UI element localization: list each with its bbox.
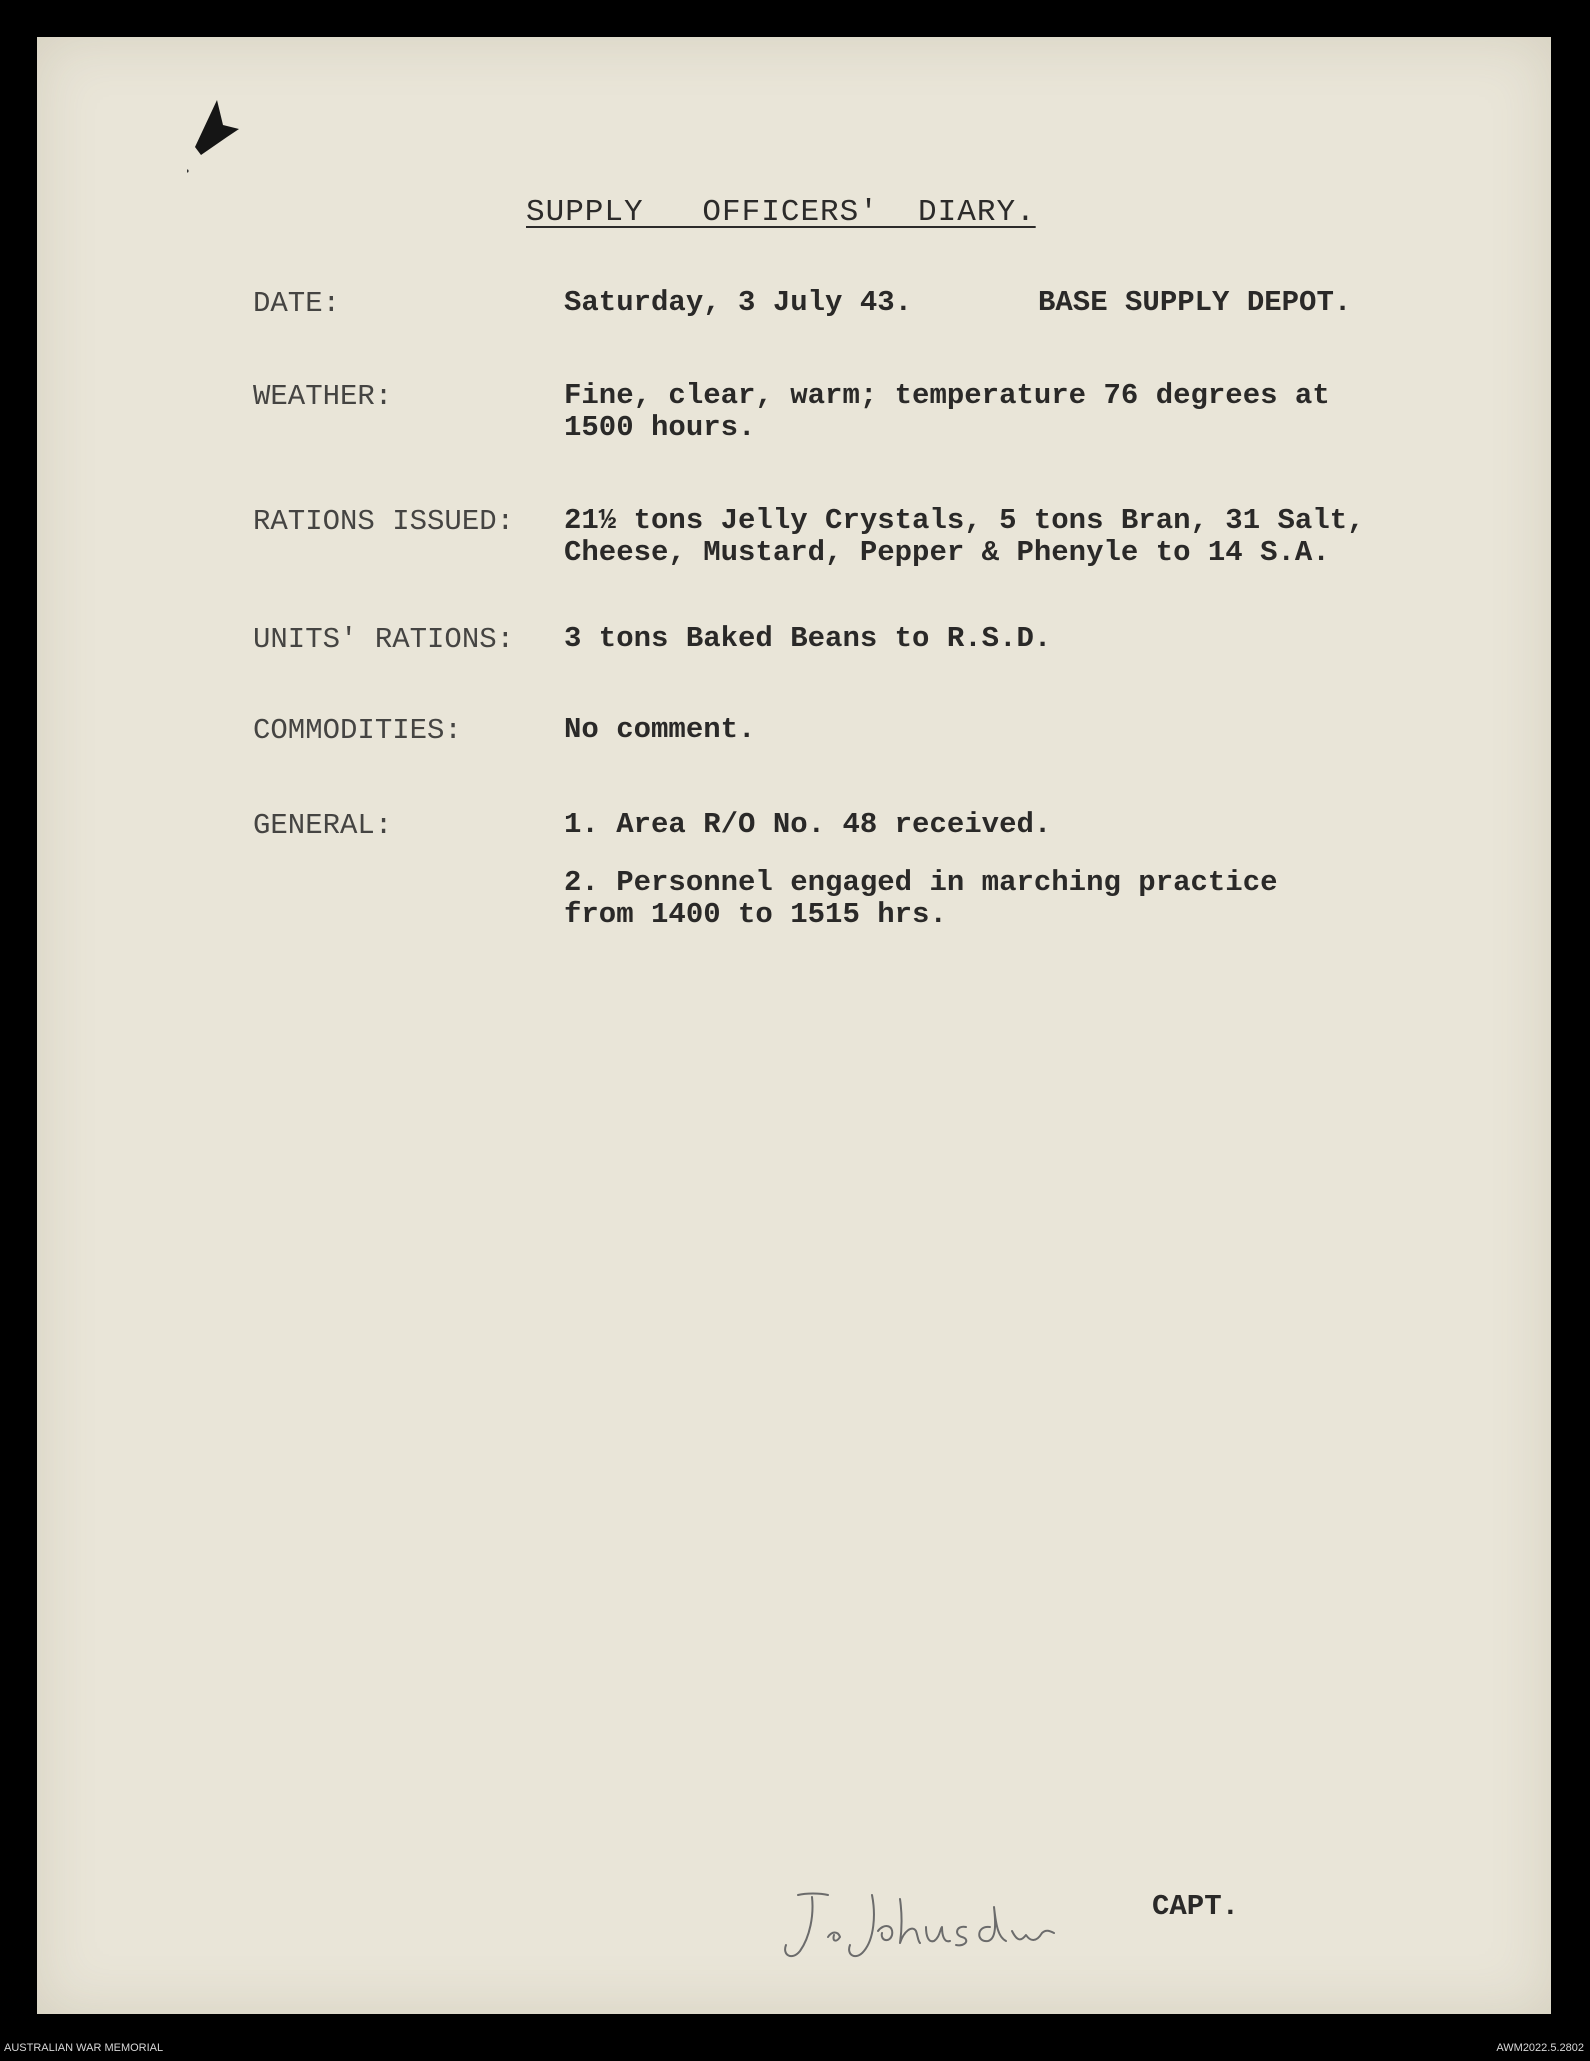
entry-value: Saturday, 3 July 43.	[564, 286, 913, 319]
entry-label: UNITS' RATIONS:	[253, 623, 515, 656]
footer-accession-number: AWM2022.5.2802	[1496, 2042, 1584, 2054]
entry-label: RATIONS ISSUED:	[253, 505, 515, 538]
entry-value: No comment.	[564, 713, 756, 746]
entry-label: WEATHER:	[253, 380, 393, 413]
entry-value: 21½ tons Jelly Crystals, 5 tons Bran, 31 Salt, Cheese, Mustard, Pepper & Phenyle to 14 S.A.	[564, 504, 1365, 569]
entry-label: COMMODITIES:	[253, 714, 462, 747]
diary-title: SUPPLY OFFICERS' DIARY.	[526, 195, 1036, 230]
handwritten-signature	[780, 1885, 1090, 1965]
footer-source: AUSTRALIAN WAR MEMORIAL	[4, 2042, 164, 2054]
entry-label: GENERAL:	[253, 809, 393, 842]
entry-value: 1. Area R/O No. 48 received.	[564, 808, 1052, 841]
entry-label: DATE:	[253, 287, 341, 320]
entry-value: Fine, clear, warm; temperature 76 degrees at 1500 hours.	[564, 379, 1330, 444]
entry-value: 3 tons Baked Beans to R.S.D.	[564, 622, 1052, 655]
document-page	[37, 37, 1551, 2014]
torn-corner-mark	[187, 95, 247, 185]
rank-label: CAPT.	[1152, 1890, 1240, 1923]
depot-name: BASE SUPPLY DEPOT.	[1038, 286, 1352, 319]
entry-value: 2. Personnel engaged in marching practice from 1400 to 1515 hrs.	[564, 866, 1278, 931]
